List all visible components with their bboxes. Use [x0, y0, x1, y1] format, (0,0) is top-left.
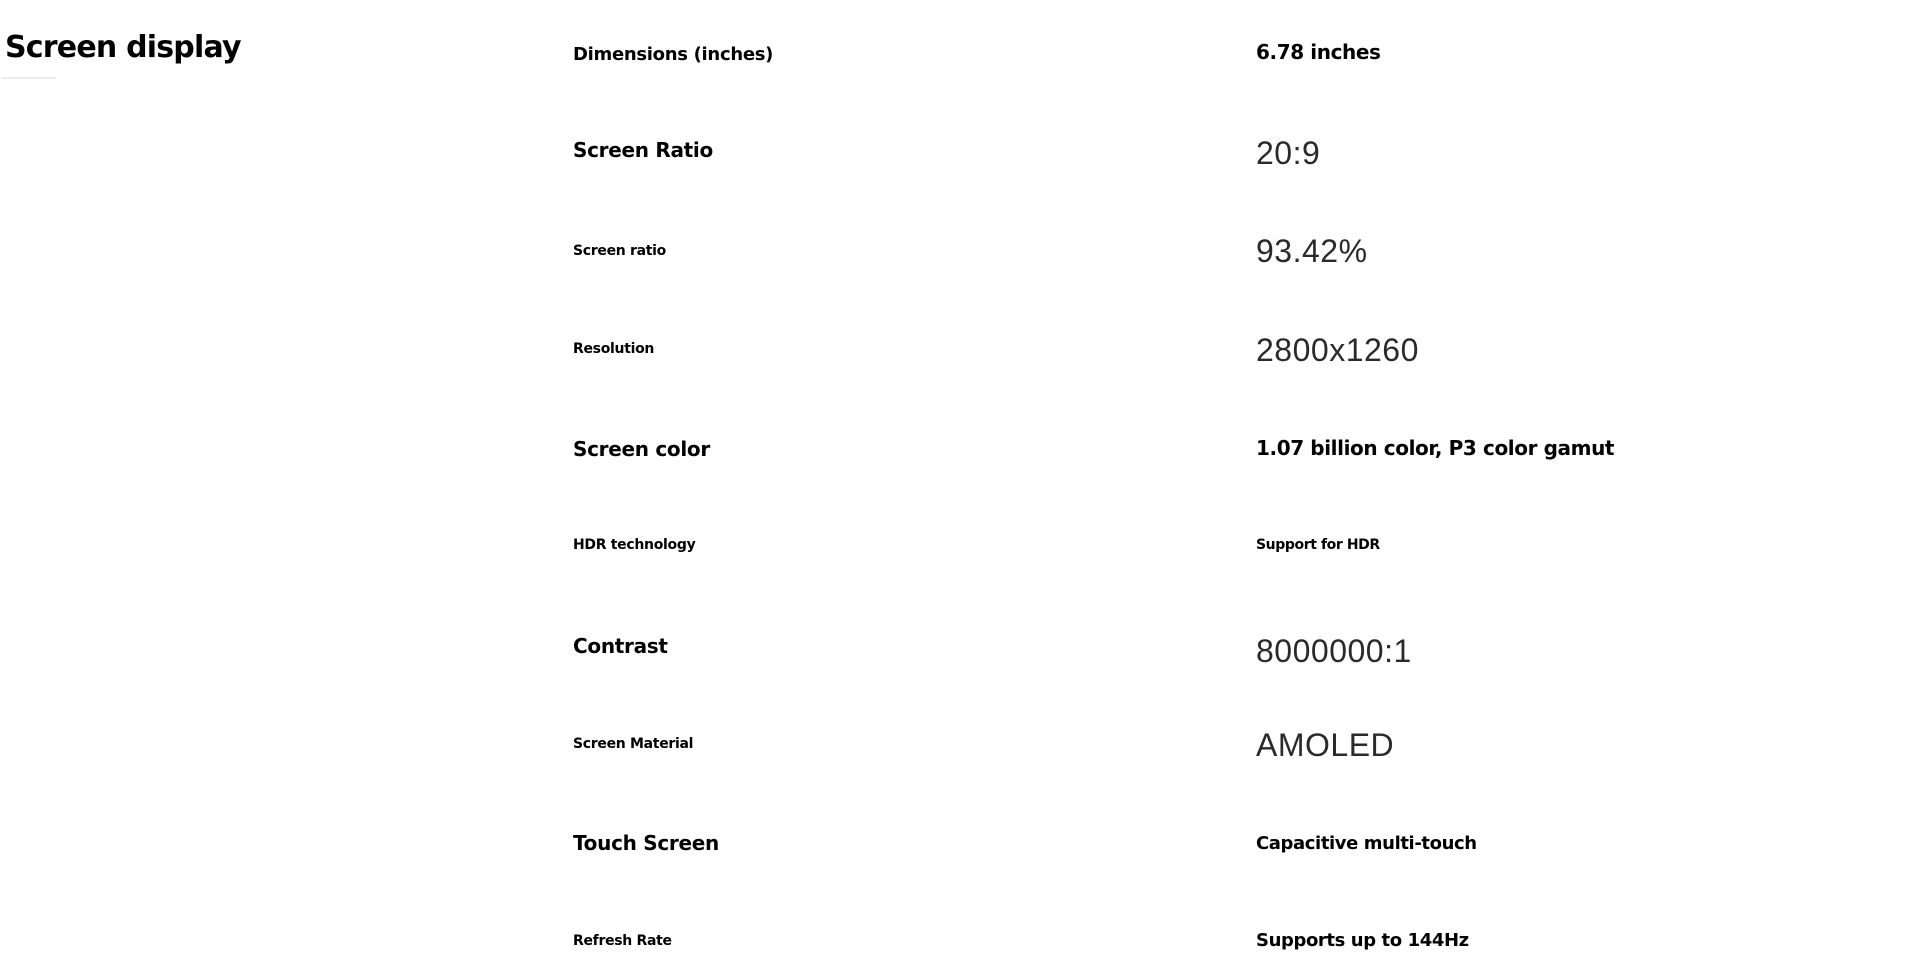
spec-label: Refresh Rate [573, 933, 672, 949]
spec-value: 1.07 billion color, P3 color gamut [1256, 436, 1615, 460]
spec-row-hdr [573, 537, 1893, 597]
spec-row-touch-screen [573, 831, 1893, 891]
spec-row-screen-color [573, 436, 1893, 496]
spec-value: 20:9 [1256, 135, 1321, 171]
spec-value: Support for HDR [1256, 537, 1380, 553]
spec-row-resolution [573, 332, 1893, 399]
spec-label: Screen color [573, 437, 710, 461]
title-underline [2, 77, 56, 79]
spec-row-refresh-rate [573, 932, 1893, 961]
spec-row-screen-material [573, 727, 1893, 796]
spec-value: Supports up to 144Hz [1256, 930, 1469, 951]
spec-label: Dimensions (inches) [573, 44, 774, 65]
spec-value: 6.78 inches [1256, 40, 1381, 64]
spec-label: Contrast [573, 634, 668, 658]
spec-row-contrast [573, 634, 1893, 694]
spec-label: Touch Screen [573, 831, 719, 855]
spec-label: Screen Material [573, 736, 694, 752]
section-title: Screen display [5, 30, 241, 65]
spec-value: 2800x1260 [1256, 332, 1419, 368]
spec-label: Resolution [573, 341, 655, 357]
spec-row-dimensions [573, 40, 1893, 100]
spec-row-screen-to-body-ratio [573, 233, 1893, 302]
spec-label: Screen ratio [573, 243, 666, 259]
spec-label: HDR technology [573, 537, 696, 553]
spec-value: AMOLED [1256, 727, 1395, 763]
spec-value: 8000000:1 [1256, 633, 1412, 669]
spec-value: 93.42% [1256, 233, 1368, 269]
spec-row-screen-ratio [573, 135, 1893, 198]
spec-value: Capacitive multi-touch [1256, 833, 1477, 854]
spec-label: Screen Ratio [573, 138, 713, 162]
